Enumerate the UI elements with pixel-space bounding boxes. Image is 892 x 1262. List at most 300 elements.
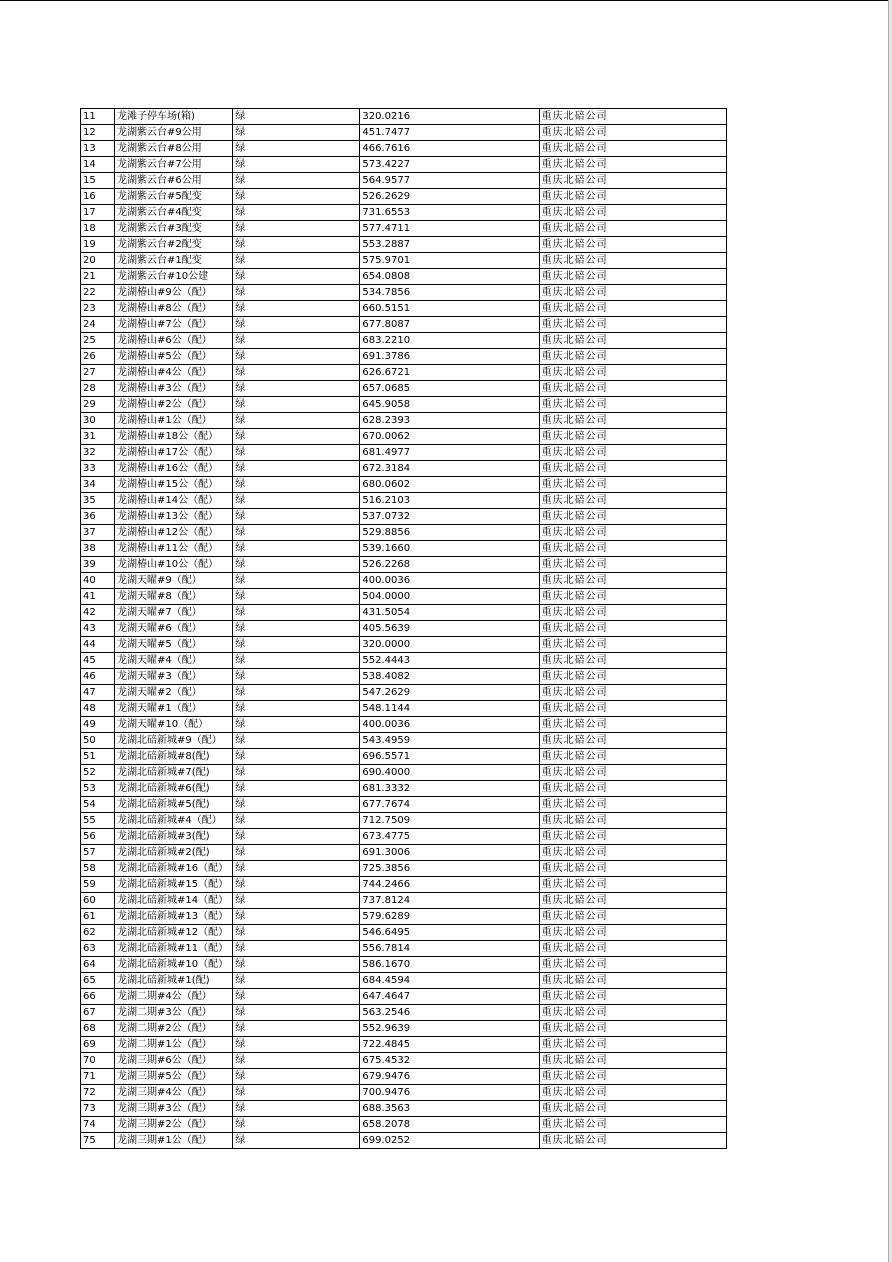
station-name-cell: 龙湖紫云台#5配变 bbox=[115, 189, 233, 205]
table-row bbox=[81, 1053, 727, 1069]
company-cell: 重庆北碚公司 bbox=[539, 957, 726, 973]
status-color-cell: 绿 bbox=[233, 1069, 360, 1085]
status-color-cell: 绿 bbox=[233, 157, 360, 173]
station-name-cell: 龙湖椿山#5公（配） bbox=[115, 349, 233, 365]
row-number-cell: 29 bbox=[81, 397, 115, 413]
row-number-cell: 39 bbox=[81, 557, 115, 573]
row-number-cell: 17 bbox=[81, 205, 115, 221]
value-cell: 626.6721 bbox=[360, 365, 539, 381]
table-row bbox=[81, 685, 727, 701]
station-name-cell: 龙湖北碚新城#14（配） bbox=[115, 893, 233, 909]
value-cell: 575.9701 bbox=[360, 253, 539, 269]
value-cell: 722.4845 bbox=[360, 1037, 539, 1053]
value-cell: 675.4532 bbox=[360, 1053, 539, 1069]
station-name-cell: 龙湖椿山#12公（配） bbox=[115, 525, 233, 541]
company-cell: 重庆北碚公司 bbox=[539, 813, 726, 829]
row-number-cell: 62 bbox=[81, 925, 115, 941]
status-color-cell: 绿 bbox=[233, 1037, 360, 1053]
status-color-cell: 绿 bbox=[233, 637, 360, 653]
status-color-cell: 绿 bbox=[233, 957, 360, 973]
table-row bbox=[81, 397, 727, 413]
company-cell: 重庆北碚公司 bbox=[539, 189, 726, 205]
station-name-cell: 龙湖椿山#14公（配） bbox=[115, 493, 233, 509]
table-row bbox=[81, 909, 727, 925]
company-cell: 重庆北碚公司 bbox=[539, 685, 726, 701]
status-color-cell: 绿 bbox=[233, 813, 360, 829]
table-row bbox=[81, 173, 727, 189]
table-row bbox=[81, 749, 727, 765]
status-color-cell: 绿 bbox=[233, 189, 360, 205]
status-color-cell: 绿 bbox=[233, 829, 360, 845]
value-cell: 547.2629 bbox=[360, 685, 539, 701]
value-cell: 691.3006 bbox=[360, 845, 539, 861]
table-row bbox=[81, 253, 727, 269]
status-color-cell: 绿 bbox=[233, 653, 360, 669]
table-row bbox=[81, 829, 727, 845]
table-row bbox=[81, 653, 727, 669]
table-row bbox=[81, 221, 727, 237]
row-number-cell: 24 bbox=[81, 317, 115, 333]
station-name-cell: 龙湖椿山#18公（配） bbox=[115, 429, 233, 445]
status-color-cell: 绿 bbox=[233, 445, 360, 461]
table-row bbox=[81, 125, 727, 141]
value-cell: 552.9639 bbox=[360, 1021, 539, 1037]
station-name-cell: 龙湖北碚新城#10（配） bbox=[115, 957, 233, 973]
table-row bbox=[81, 157, 727, 173]
station-name-cell: 龙湖紫云台#4配变 bbox=[115, 205, 233, 221]
station-name-cell: 龙湖北碚新城#16（配） bbox=[115, 861, 233, 877]
value-cell: 526.2268 bbox=[360, 557, 539, 573]
row-number-cell: 57 bbox=[81, 845, 115, 861]
value-cell: 691.3786 bbox=[360, 349, 539, 365]
table-row bbox=[81, 461, 727, 477]
value-cell: 516.2103 bbox=[360, 493, 539, 509]
company-cell: 重庆北碚公司 bbox=[539, 925, 726, 941]
status-color-cell: 绿 bbox=[233, 221, 360, 237]
row-number-cell: 34 bbox=[81, 477, 115, 493]
status-color-cell: 绿 bbox=[233, 717, 360, 733]
table-row bbox=[81, 717, 727, 733]
table-body bbox=[81, 109, 727, 1149]
row-number-cell: 38 bbox=[81, 541, 115, 557]
value-cell: 529.8856 bbox=[360, 525, 539, 541]
company-cell: 重庆北碚公司 bbox=[539, 477, 726, 493]
row-number-cell: 14 bbox=[81, 157, 115, 173]
company-cell: 重庆北碚公司 bbox=[539, 141, 726, 157]
value-cell: 645.9058 bbox=[360, 397, 539, 413]
company-cell: 重庆北碚公司 bbox=[539, 717, 726, 733]
status-color-cell: 绿 bbox=[233, 333, 360, 349]
company-cell: 重庆北碚公司 bbox=[539, 589, 726, 605]
table-row bbox=[81, 605, 727, 621]
value-cell: 577.4711 bbox=[360, 221, 539, 237]
row-number-cell: 32 bbox=[81, 445, 115, 461]
status-color-cell: 绿 bbox=[233, 141, 360, 157]
company-cell: 重庆北碚公司 bbox=[539, 493, 726, 509]
value-cell: 320.0000 bbox=[360, 637, 539, 653]
row-number-cell: 56 bbox=[81, 829, 115, 845]
status-color-cell: 绿 bbox=[233, 253, 360, 269]
company-cell: 重庆北碚公司 bbox=[539, 381, 726, 397]
station-name-cell: 龙湖椿山#10公（配） bbox=[115, 557, 233, 573]
table-row bbox=[81, 381, 727, 397]
value-cell: 700.9476 bbox=[360, 1085, 539, 1101]
status-color-cell: 绿 bbox=[233, 541, 360, 557]
row-number-cell: 70 bbox=[81, 1053, 115, 1069]
table-row bbox=[81, 301, 727, 317]
status-color-cell: 绿 bbox=[233, 621, 360, 637]
company-cell: 重庆北碚公司 bbox=[539, 237, 726, 253]
table-row bbox=[81, 845, 727, 861]
value-cell: 684.4594 bbox=[360, 973, 539, 989]
table-row bbox=[81, 525, 727, 541]
value-cell: 737.8124 bbox=[360, 893, 539, 909]
row-number-cell: 25 bbox=[81, 333, 115, 349]
table-row bbox=[81, 141, 727, 157]
status-color-cell: 绿 bbox=[233, 365, 360, 381]
row-number-cell: 45 bbox=[81, 653, 115, 669]
row-number-cell: 16 bbox=[81, 189, 115, 205]
table-row bbox=[81, 189, 727, 205]
station-name-cell: 龙湖紫云台#6公用 bbox=[115, 173, 233, 189]
station-name-cell: 龙滩子停车场(箱) bbox=[115, 109, 233, 125]
row-number-cell: 69 bbox=[81, 1037, 115, 1053]
row-number-cell: 73 bbox=[81, 1101, 115, 1117]
row-number-cell: 67 bbox=[81, 1005, 115, 1021]
company-cell: 重庆北碚公司 bbox=[539, 301, 726, 317]
station-name-cell: 龙湖天曜#5（配） bbox=[115, 637, 233, 653]
status-color-cell: 绿 bbox=[233, 781, 360, 797]
row-number-cell: 41 bbox=[81, 589, 115, 605]
status-color-cell: 绿 bbox=[233, 1053, 360, 1069]
table-row bbox=[81, 429, 727, 445]
status-color-cell: 绿 bbox=[233, 1117, 360, 1133]
station-name-cell: 龙湖北碚新城#4（配） bbox=[115, 813, 233, 829]
table-row bbox=[81, 317, 727, 333]
status-color-cell: 绿 bbox=[233, 205, 360, 221]
row-number-cell: 15 bbox=[81, 173, 115, 189]
status-color-cell: 绿 bbox=[233, 429, 360, 445]
company-cell: 重庆北碚公司 bbox=[539, 621, 726, 637]
status-color-cell: 绿 bbox=[233, 349, 360, 365]
table-row bbox=[81, 765, 727, 781]
station-name-cell: 龙湖北碚新城#12（配） bbox=[115, 925, 233, 941]
table-row bbox=[81, 557, 727, 573]
company-cell: 重庆北碚公司 bbox=[539, 445, 726, 461]
right-page-edge-line bbox=[888, 0, 889, 1262]
station-name-cell: 龙湖二期#2公（配） bbox=[115, 1021, 233, 1037]
value-cell: 647.4647 bbox=[360, 989, 539, 1005]
table-row bbox=[81, 445, 727, 461]
table-row bbox=[81, 877, 727, 893]
value-cell: 546.6495 bbox=[360, 925, 539, 941]
company-cell: 重庆北碚公司 bbox=[539, 845, 726, 861]
station-name-cell: 龙湖椿山#3公（配） bbox=[115, 381, 233, 397]
row-number-cell: 50 bbox=[81, 733, 115, 749]
company-cell: 重庆北碚公司 bbox=[539, 973, 726, 989]
station-name-cell: 龙湖北碚新城#7(配) bbox=[115, 765, 233, 781]
station-name-cell: 龙湖紫云台#2配变 bbox=[115, 237, 233, 253]
company-cell: 重庆北碚公司 bbox=[539, 1069, 726, 1085]
station-name-cell: 龙湖北碚新城#9（配） bbox=[115, 733, 233, 749]
table-row bbox=[81, 349, 727, 365]
station-name-cell: 龙湖三期#3公（配） bbox=[115, 1101, 233, 1117]
value-cell: 670.0062 bbox=[360, 429, 539, 445]
row-number-cell: 31 bbox=[81, 429, 115, 445]
value-cell: 539.1660 bbox=[360, 541, 539, 557]
company-cell: 重庆北碚公司 bbox=[539, 653, 726, 669]
company-cell: 重庆北碚公司 bbox=[539, 269, 726, 285]
value-cell: 681.3332 bbox=[360, 781, 539, 797]
station-name-cell: 龙湖椿山#17公（配） bbox=[115, 445, 233, 461]
station-name-cell: 龙湖三期#1公（配） bbox=[115, 1133, 233, 1149]
table-row bbox=[81, 1069, 727, 1085]
station-name-cell: 龙湖椿山#6公（配） bbox=[115, 333, 233, 349]
station-name-cell: 龙湖椿山#1公（配） bbox=[115, 413, 233, 429]
value-cell: 537.0732 bbox=[360, 509, 539, 525]
row-number-cell: 64 bbox=[81, 957, 115, 973]
company-cell: 重庆北碚公司 bbox=[539, 1005, 726, 1021]
company-cell: 重庆北碚公司 bbox=[539, 509, 726, 525]
row-number-cell: 12 bbox=[81, 125, 115, 141]
row-number-cell: 30 bbox=[81, 413, 115, 429]
table-row bbox=[81, 733, 727, 749]
value-cell: 680.0602 bbox=[360, 477, 539, 493]
value-cell: 657.0685 bbox=[360, 381, 539, 397]
row-number-cell: 37 bbox=[81, 525, 115, 541]
station-name-cell: 龙湖椿山#13公（配） bbox=[115, 509, 233, 525]
value-cell: 688.3563 bbox=[360, 1101, 539, 1117]
station-name-cell: 龙湖北碚新城#6(配) bbox=[115, 781, 233, 797]
status-color-cell: 绿 bbox=[233, 573, 360, 589]
row-number-cell: 46 bbox=[81, 669, 115, 685]
company-cell: 重庆北碚公司 bbox=[539, 893, 726, 909]
value-cell: 683.2210 bbox=[360, 333, 539, 349]
value-cell: 725.3856 bbox=[360, 861, 539, 877]
value-cell: 538.4082 bbox=[360, 669, 539, 685]
table-row bbox=[81, 989, 727, 1005]
status-color-cell: 绿 bbox=[233, 125, 360, 141]
value-cell: 579.6289 bbox=[360, 909, 539, 925]
company-cell: 重庆北碚公司 bbox=[539, 1085, 726, 1101]
station-name-cell: 龙湖二期#4公（配） bbox=[115, 989, 233, 1005]
status-color-cell: 绿 bbox=[233, 413, 360, 429]
value-cell: 563.2546 bbox=[360, 1005, 539, 1021]
company-cell: 重庆北碚公司 bbox=[539, 221, 726, 237]
row-number-cell: 52 bbox=[81, 765, 115, 781]
value-cell: 466.7616 bbox=[360, 141, 539, 157]
value-cell: 504.0000 bbox=[360, 589, 539, 605]
company-cell: 重庆北碚公司 bbox=[539, 941, 726, 957]
station-name-cell: 龙湖紫云台#7公用 bbox=[115, 157, 233, 173]
value-cell: 696.5571 bbox=[360, 749, 539, 765]
table-row bbox=[81, 285, 727, 301]
status-color-cell: 绿 bbox=[233, 1133, 360, 1149]
station-name-cell: 龙湖北碚新城#2(配) bbox=[115, 845, 233, 861]
value-cell: 548.1144 bbox=[360, 701, 539, 717]
table-row bbox=[81, 797, 727, 813]
station-name-cell: 龙湖天曜#9（配） bbox=[115, 573, 233, 589]
station-name-cell: 龙湖紫云台#3配变 bbox=[115, 221, 233, 237]
status-color-cell: 绿 bbox=[233, 317, 360, 333]
status-color-cell: 绿 bbox=[233, 605, 360, 621]
station-name-cell: 龙湖椿山#15公（配） bbox=[115, 477, 233, 493]
table-row bbox=[81, 701, 727, 717]
value-cell: 586.1670 bbox=[360, 957, 539, 973]
status-color-cell: 绿 bbox=[233, 925, 360, 941]
row-number-cell: 40 bbox=[81, 573, 115, 589]
station-name-cell: 龙湖天曜#10（配） bbox=[115, 717, 233, 733]
value-cell: 677.7674 bbox=[360, 797, 539, 813]
table-row bbox=[81, 333, 727, 349]
company-cell: 重庆北碚公司 bbox=[539, 125, 726, 141]
status-color-cell: 绿 bbox=[233, 477, 360, 493]
company-cell: 重庆北碚公司 bbox=[539, 573, 726, 589]
status-color-cell: 绿 bbox=[233, 685, 360, 701]
station-name-cell: 龙湖北碚新城#1(配) bbox=[115, 973, 233, 989]
company-cell: 重庆北碚公司 bbox=[539, 397, 726, 413]
value-cell: 400.0036 bbox=[360, 717, 539, 733]
company-cell: 重庆北碚公司 bbox=[539, 701, 726, 717]
status-color-cell: 绿 bbox=[233, 765, 360, 781]
row-number-cell: 63 bbox=[81, 941, 115, 957]
table-row bbox=[81, 1085, 727, 1101]
status-color-cell: 绿 bbox=[233, 797, 360, 813]
row-number-cell: 54 bbox=[81, 797, 115, 813]
station-name-cell: 龙湖紫云台#9公用 bbox=[115, 125, 233, 141]
company-cell: 重庆北碚公司 bbox=[539, 365, 726, 381]
table-row bbox=[81, 781, 727, 797]
station-name-cell: 龙湖北碚新城#5(配) bbox=[115, 797, 233, 813]
status-color-cell: 绿 bbox=[233, 861, 360, 877]
row-number-cell: 20 bbox=[81, 253, 115, 269]
row-number-cell: 51 bbox=[81, 749, 115, 765]
value-cell: 731.6553 bbox=[360, 205, 539, 221]
status-color-cell: 绿 bbox=[233, 269, 360, 285]
company-cell: 重庆北碚公司 bbox=[539, 1053, 726, 1069]
station-name-cell: 龙湖椿山#8公（配） bbox=[115, 301, 233, 317]
row-number-cell: 49 bbox=[81, 717, 115, 733]
status-color-cell: 绿 bbox=[233, 877, 360, 893]
value-cell: 658.2078 bbox=[360, 1117, 539, 1133]
value-cell: 553.2887 bbox=[360, 237, 539, 253]
row-number-cell: 44 bbox=[81, 637, 115, 653]
table-row bbox=[81, 413, 727, 429]
table-row bbox=[81, 669, 727, 685]
status-color-cell: 绿 bbox=[233, 173, 360, 189]
value-cell: 679.9476 bbox=[360, 1069, 539, 1085]
row-number-cell: 21 bbox=[81, 269, 115, 285]
company-cell: 重庆北碚公司 bbox=[539, 413, 726, 429]
status-color-cell: 绿 bbox=[233, 749, 360, 765]
station-name-cell: 龙湖椿山#2公（配） bbox=[115, 397, 233, 413]
row-number-cell: 13 bbox=[81, 141, 115, 157]
status-color-cell: 绿 bbox=[233, 1005, 360, 1021]
company-cell: 重庆北碚公司 bbox=[539, 541, 726, 557]
station-name-cell: 龙湖天曜#1（配） bbox=[115, 701, 233, 717]
company-cell: 重庆北碚公司 bbox=[539, 253, 726, 269]
table-row bbox=[81, 1101, 727, 1117]
value-cell: 699.0252 bbox=[360, 1133, 539, 1149]
company-cell: 重庆北碚公司 bbox=[539, 525, 726, 541]
row-number-cell: 75 bbox=[81, 1133, 115, 1149]
station-name-cell: 龙湖椿山#16公（配） bbox=[115, 461, 233, 477]
table-row bbox=[81, 509, 727, 525]
company-cell: 重庆北碚公司 bbox=[539, 877, 726, 893]
table-row bbox=[81, 893, 727, 909]
row-number-cell: 47 bbox=[81, 685, 115, 701]
row-number-cell: 71 bbox=[81, 1069, 115, 1085]
status-color-cell: 绿 bbox=[233, 589, 360, 605]
row-number-cell: 27 bbox=[81, 365, 115, 381]
top-border-line bbox=[0, 0, 892, 1]
table-row bbox=[81, 109, 727, 125]
row-number-cell: 68 bbox=[81, 1021, 115, 1037]
table-row bbox=[81, 477, 727, 493]
row-number-cell: 36 bbox=[81, 509, 115, 525]
value-cell: 320.0216 bbox=[360, 109, 539, 125]
company-cell: 重庆北碚公司 bbox=[539, 461, 726, 477]
value-cell: 526.2629 bbox=[360, 189, 539, 205]
table-row bbox=[81, 621, 727, 637]
row-number-cell: 11 bbox=[81, 109, 115, 125]
status-color-cell: 绿 bbox=[233, 893, 360, 909]
row-number-cell: 26 bbox=[81, 349, 115, 365]
value-cell: 673.4775 bbox=[360, 829, 539, 845]
station-name-cell: 龙湖北碚新城#11（配） bbox=[115, 941, 233, 957]
station-name-cell: 龙湖天曜#2（配） bbox=[115, 685, 233, 701]
station-name-cell: 龙湖三期#5公（配） bbox=[115, 1069, 233, 1085]
station-name-cell: 龙湖椿山#4公（配） bbox=[115, 365, 233, 381]
table-row bbox=[81, 589, 727, 605]
table-row bbox=[81, 205, 727, 221]
status-color-cell: 绿 bbox=[233, 701, 360, 717]
value-cell: 543.4959 bbox=[360, 733, 539, 749]
row-number-cell: 58 bbox=[81, 861, 115, 877]
row-number-cell: 66 bbox=[81, 989, 115, 1005]
station-name-cell: 龙湖椿山#9公（配） bbox=[115, 285, 233, 301]
row-number-cell: 23 bbox=[81, 301, 115, 317]
station-name-cell: 龙湖北碚新城#15（配） bbox=[115, 877, 233, 893]
table-row bbox=[81, 813, 727, 829]
company-cell: 重庆北碚公司 bbox=[539, 333, 726, 349]
row-number-cell: 61 bbox=[81, 909, 115, 925]
value-cell: 573.4227 bbox=[360, 157, 539, 173]
station-name-cell: 龙湖紫云台#8公用 bbox=[115, 141, 233, 157]
status-color-cell: 绿 bbox=[233, 237, 360, 253]
row-number-cell: 74 bbox=[81, 1117, 115, 1133]
table-row bbox=[81, 1117, 727, 1133]
value-cell: 690.4000 bbox=[360, 765, 539, 781]
table-row bbox=[81, 365, 727, 381]
row-number-cell: 42 bbox=[81, 605, 115, 621]
status-color-cell: 绿 bbox=[233, 301, 360, 317]
row-number-cell: 60 bbox=[81, 893, 115, 909]
table-row bbox=[81, 493, 727, 509]
table-row bbox=[81, 1005, 727, 1021]
station-name-cell: 龙湖紫云台#1配变 bbox=[115, 253, 233, 269]
table-row bbox=[81, 941, 727, 957]
value-cell: 712.7509 bbox=[360, 813, 539, 829]
station-name-cell: 龙湖北碚新城#8(配) bbox=[115, 749, 233, 765]
table-row bbox=[81, 573, 727, 589]
status-color-cell: 绿 bbox=[233, 1085, 360, 1101]
status-color-cell: 绿 bbox=[233, 733, 360, 749]
company-cell: 重庆北碚公司 bbox=[539, 909, 726, 925]
row-number-cell: 59 bbox=[81, 877, 115, 893]
company-cell: 重庆北碚公司 bbox=[539, 173, 726, 189]
status-color-cell: 绿 bbox=[233, 1021, 360, 1037]
